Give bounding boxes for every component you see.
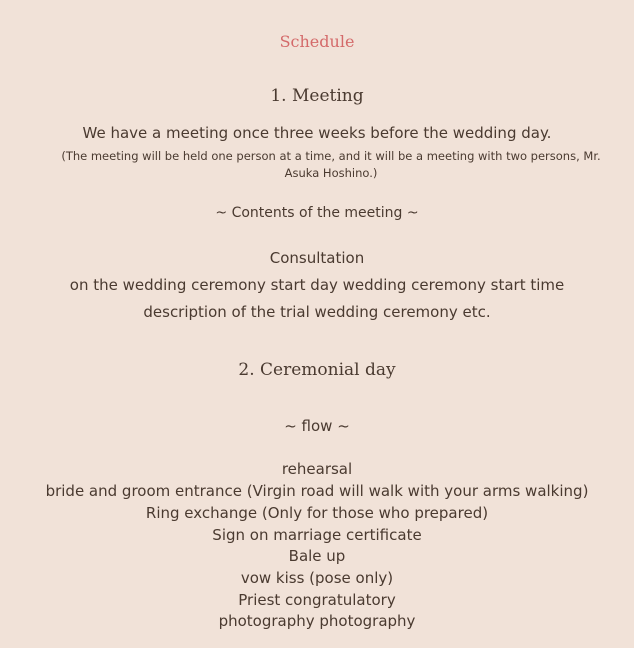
flow-item: Ring exchange (Only for those who prepared) bbox=[145, 504, 489, 522]
flow-heading: ~ flow ~ bbox=[284, 417, 350, 435]
flow-item: Bale up bbox=[288, 547, 346, 565]
flow-item: Priest congratulatory bbox=[238, 591, 396, 609]
flow-item: Sign on marriage certificate bbox=[212, 526, 422, 544]
meeting-heading: 1. Meeting bbox=[270, 86, 364, 106]
consultation-item: on the wedding ceremony start day wedding ceremony start time bbox=[69, 276, 565, 294]
consultation-item: description of the trial wedding ceremony etc. bbox=[143, 303, 491, 321]
page-title: Schedule bbox=[279, 32, 355, 51]
ceremonial-day-heading: 2. Ceremonial day bbox=[238, 360, 396, 380]
meeting-note: (The meeting will be held one person at a time, and it will be a meeting with two persons, Mr. Asuka Hoshino.) bbox=[61, 149, 601, 180]
meeting-intro: We have a meeting once three weeks before the wedding day. bbox=[82, 124, 552, 142]
flow-item: bride and groom entrance (Virgin road will walk with your arms walking) bbox=[45, 482, 589, 500]
flow-item: rehearsal bbox=[281, 460, 353, 478]
consultation-label: Consultation bbox=[269, 249, 365, 267]
flow-item: vow kiss (pose only) bbox=[240, 569, 394, 587]
meeting-contents-heading: ~ Contents of the meeting ~ bbox=[215, 205, 419, 221]
flow-item: photography photography bbox=[218, 612, 416, 630]
